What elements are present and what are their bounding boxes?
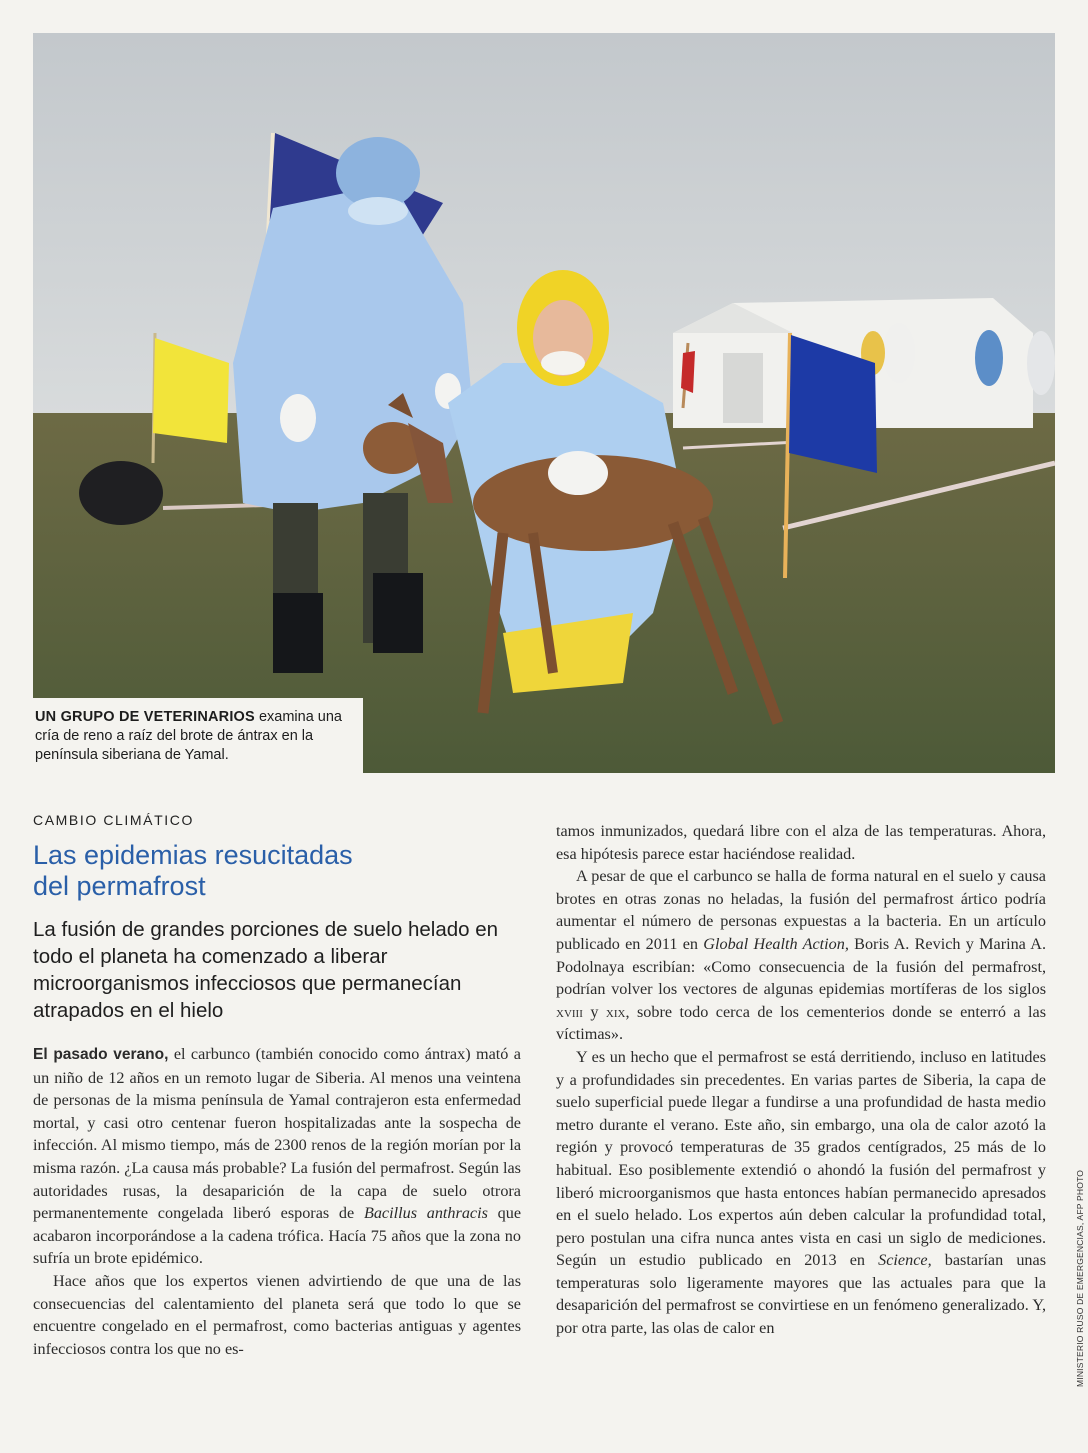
science-journal: Science, (878, 1251, 932, 1270)
paragraph-3-text-d: , sobre todo cerca de los cementerios donde se enterró a las víctimas». (556, 1002, 1047, 1044)
photo-credit: MINISTERIO RUSO DE EMERGENCIAS, AFP PHOTO (1075, 1169, 1085, 1387)
journal-name: Global Health Action, (703, 934, 849, 953)
article-headline: Las epidemias resucitadas del permafrost (33, 840, 353, 901)
body-column-left (33, 1043, 521, 1360)
century-18: xviii (556, 1002, 583, 1021)
caption-lead: UN GRUPO DE VETERINARIOS (35, 709, 255, 725)
paragraph-3-text-a: A pesar de que el carbunco se halla de forma natural en el suelo y causa brotes en otras zonas no heladas, la fusión del permafrost ártico podría aumentar el número de personas expuestas a la bacteria. En un artículo publicado en 2011 en (556, 867, 1046, 953)
conjunction: y (590, 1002, 599, 1021)
paragraph-1-end: que acabaron incorporándose a la cadena trófica. Hacía 75 años que la zona no sufría un brote epidémico. (33, 1204, 522, 1268)
paragraph-2-cont-text: tamos inmunizados, quedará libre con el alza de las temperaturas. Ahora, esa hipótesis parece estar haciéndose realidad. (556, 822, 1046, 863)
body-column-right (556, 820, 1046, 1340)
photo-illustration (33, 33, 1055, 773)
paragraph-2-continued (556, 820, 1046, 865)
paragraph-4 (556, 1046, 1046, 1340)
paragraph-1 (33, 1043, 521, 1270)
paragraph-1-text: el carbunco (también conocido como ántrax) mató a un niño de 12 años en un remoto lugar de Siberia. Al menos una veintena de personas de la misma península de Yamal contrajeron esta enfermedad mortal, y casi otro centenar fueron hospitalizadas ante la sospecha de infección. Al mismo tiempo, más de 2300 renos de la región morían por la misma razón. ¿La causa más probable? La fusión del permafrost. Según las autoridades rusas, la desaparición de la capa de suelo otrora permanentemente congelada liberó esporas de (33, 1045, 521, 1223)
species-name: Bacillus anthracis (363, 1204, 488, 1223)
paragraph-4-text-a: Y es un hecho que el permafrost se está derritiendo, incluso en latitudes y a profundidades sin precedentes. En varias partes de Siberia, la capa de suelo superficial puede llegar a fundirse a una profundidad de hasta medio metro durante el verano. Este año, sin embargo, una ola de calor azotó la región y provocó temperaturas de 35 grados centígrados, 25 más de lo habitual. Eso posiblemente extendió o ahondó la fusión del permafrost y liberó microorganismos que hasta entonces habían permanecido apresados en el suelo helado. Los expertos aún deben calcular la profundidad total, pero postulan una cifra nunca antes vista en casi un siglo de mediciones. Según un estudio publicado en 2013 en (556, 1047, 1046, 1270)
paragraph-3-text-b: Boris A. Revich y Marina A. Podolnaya escribían: «Como consecuencia de la fusión del permafrost, podrían volver los vectores de algunas epidemias mortíferas de los siglos (556, 934, 1046, 999)
paragraph-4-text-b: bastarían unas temperaturas solo ligeramente mayores que las actuales para que la desaparición del permafrost se convirtiese en un fenómeno generalizado. Y, por otra parte, las olas de calor en (556, 1251, 1046, 1338)
caption-text: examina una cría de reno a raíz del brote de ántrax en la península siberiana de Yamal. (35, 709, 342, 763)
photo-caption (33, 698, 363, 773)
section-label: CAMBIO CLIMÁTICO (33, 812, 194, 828)
article-lede: La fusión de grandes porciones de suelo helado en todo el planeta ha comenzado a liberar microorganismos infecciosos que permanecían atrapados en el hielo (33, 918, 499, 1022)
paragraph-2-text: Hace años que los expertos vienen advirtiendo de que una de las consecuencias del calentamiento del planeta será que todo lo que se encuentre congelado en el permafrost, como bacterias antiguas y agentes infecciosos contra los que no es- (33, 1271, 521, 1358)
lead-in: El pasado verano, (33, 1046, 169, 1063)
paragraph-3 (556, 865, 1046, 1046)
paragraph-2 (33, 1270, 521, 1360)
century-19: xix (605, 1002, 626, 1021)
veterinarians-reindeer-photo (33, 33, 1055, 773)
